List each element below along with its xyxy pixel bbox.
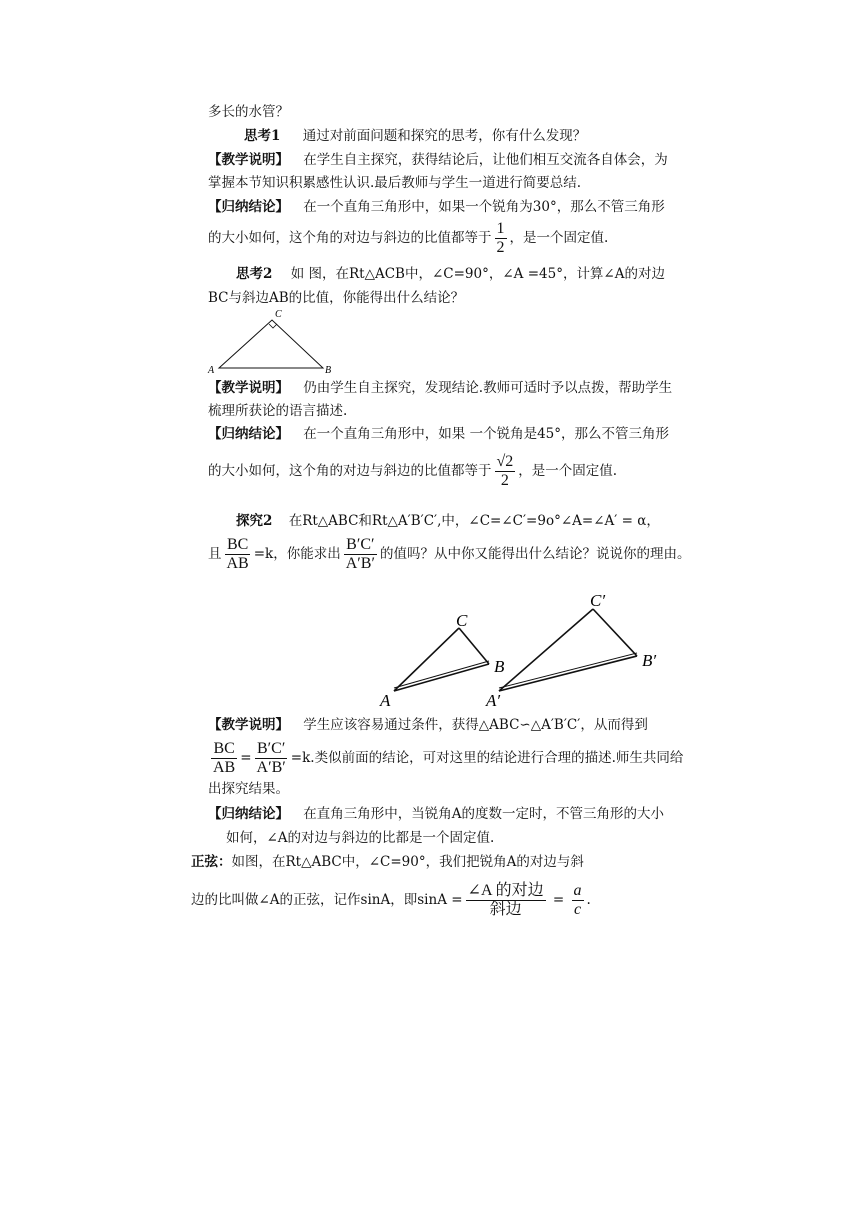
note3-line3: 出探究结果。 bbox=[208, 781, 289, 797]
vertex-label-a-prime: A′ bbox=[486, 691, 501, 710]
note1-line2: 掌握本节知识积累感性认识.最后教师与学生一道进行简要总结. bbox=[208, 175, 582, 191]
explore2-line2: 且 $\frac{BC}{AB}$ =k，你能求出 $\frac{B'C'}{A'B'}$ 的值吗？从中你又能得出什么结论？说说你的理由。 bbox=[208, 536, 691, 572]
vertex-label-c: C bbox=[275, 309, 282, 320]
sine-definition-line2: 边的比叫做∠A的正弦，记作sinA，即sinA = $\frac{\text{∠A 的对边}}{\text{斜边}}$ = $\frac{a}{c}$ . bbox=[191, 882, 591, 918]
note3-line2: $\frac{BC}{AB}$ = $\frac{B'C'}{A'B'}$ =k.类似前面的结论，可对这里的结论进行合理的描述.师生共同给 bbox=[213, 740, 684, 776]
fraction-bc-prime: $\frac{B'C'}{A'B'}$ bbox=[345, 536, 375, 572]
think2-label: 思考2 bbox=[236, 266, 273, 282]
text-line: 多长的水管？ bbox=[208, 104, 289, 120]
concl1-line2: 的大小如何，这个角的对边与斜边的比值都等于 $\frac{1}{2}$ ，是一个固定值. bbox=[208, 220, 609, 256]
vertex-label-c: C bbox=[456, 611, 468, 630]
think1-paragraph: 思考1 通过对前面问题和探究的思考，你有什么发现？ bbox=[244, 128, 587, 144]
think2-line2: BC与斜边AB的比值，你能得出什么结论？ bbox=[208, 290, 465, 306]
think2-line: 思考2 如 图，在Rt△ACB中，∠C=90°，∠A =45°，计算∠A的对边 bbox=[236, 266, 665, 282]
vertex-label-a: A bbox=[380, 691, 391, 710]
note3-label: 【教学说明】 bbox=[208, 717, 289, 733]
vertex-label-a: A bbox=[208, 365, 215, 376]
vertex-label-b-prime: B′ bbox=[642, 651, 657, 670]
sine-label: 正弦： bbox=[191, 854, 232, 870]
note2-line: 【教学说明】 仍由学生自主探究，发现结论.教师可适时予以点拨，帮助学生 bbox=[208, 380, 673, 396]
fraction-sqrt2-over-2: $\frac{√2}{2}$ bbox=[496, 453, 514, 489]
triangle-acb bbox=[219, 320, 323, 368]
note1-line: 【教学说明】 在学生自主探究，获得结论后，让他们相互交流各自体会，为 bbox=[208, 152, 668, 168]
concl3-line2: 如何，∠A的对边与斜边的比都是一个固定值. bbox=[226, 830, 495, 846]
explore2-line: 探究2 在Rt△ABC和Rt△A′B′C′,中，∠C=∠C′=9o°∠A=∠A′ = α， bbox=[236, 513, 660, 529]
fraction-sine-words: $\frac{\text{∠A 的对边}}{\text{斜边}}$ bbox=[467, 882, 544, 918]
note2-label: 【教学说明】 bbox=[208, 380, 289, 396]
fraction-bc-ab-2: $\frac{BC}{AB}$ bbox=[213, 740, 236, 776]
note1-label: 【教学说明】 bbox=[208, 152, 289, 168]
think1-label: 思考1 bbox=[244, 128, 281, 144]
sine-definition-line: 正弦：如图，在Rt△ABC中，∠C=90°，我们把锐角A的对边与斜 bbox=[191, 854, 584, 870]
concl3-label: 【归纳结论】 bbox=[208, 806, 289, 822]
explore2-label: 探究2 bbox=[236, 513, 273, 529]
fraction-one-half: $\frac{1}{2}$ bbox=[496, 220, 505, 256]
vertex-label-b: B bbox=[494, 657, 505, 676]
concl2-label: 【归纳结论】 bbox=[208, 426, 289, 442]
fraction-bc-ab: $\frac{BC}{AB}$ bbox=[226, 536, 249, 572]
concl1-line: 【归纳结论】 在一个直角三角形中，如果一个锐角为30°，那么不管三角形 bbox=[208, 199, 665, 215]
triangle-figure-1 bbox=[200, 306, 340, 376]
concl3-line: 【归纳结论】 在直角三角形中，当锐角A的度数一定时，不管三角形的大小 bbox=[208, 806, 665, 822]
note3-line: 【教学说明】 学生应该容易通过条件，获得△ABC∽△A′B′C′，从而得到 bbox=[208, 717, 648, 733]
concl2-line: 【归纳结论】 在一个直角三角形中，如果 一个锐角是45°，那么不管三角形 bbox=[208, 426, 670, 442]
concl1-label: 【归纳结论】 bbox=[208, 199, 289, 215]
triangle-abc-prime bbox=[485, 591, 656, 710]
vertex-label-c-prime: C′ bbox=[590, 591, 606, 610]
concl2-line2: 的大小如何，这个角的对边与斜边的比值都等于 $\frac{√2}{2}$ ，是一个固定值. bbox=[208, 453, 618, 489]
fraction-bc-prime-2: $\frac{B'C'}{A'B'}$ bbox=[256, 740, 286, 776]
vertex-label-b: B bbox=[325, 365, 332, 376]
note2-line2: 梳理所获论的语言描述. bbox=[208, 403, 348, 419]
similar-triangles-figure bbox=[372, 590, 672, 712]
fraction-a-over-c: $\frac{a}{c}$ bbox=[573, 882, 582, 918]
